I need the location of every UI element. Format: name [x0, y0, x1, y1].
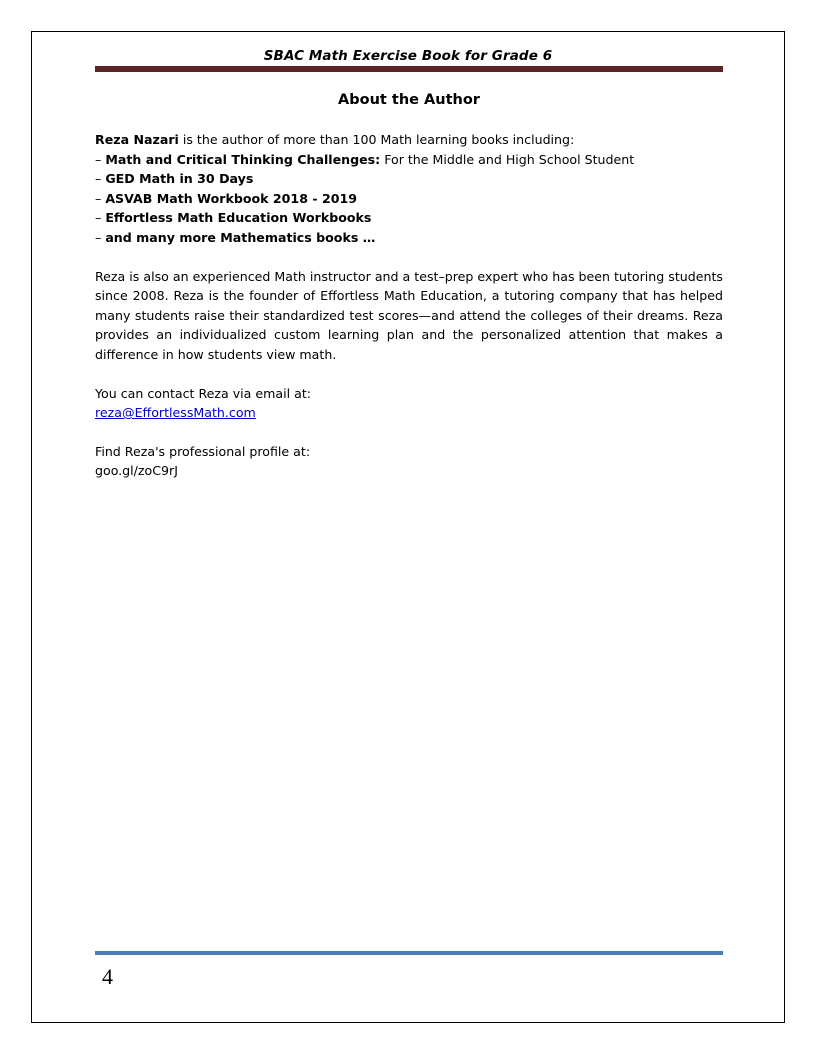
book-title: and many more Mathematics books … — [105, 229, 376, 245]
page-content — [95, 92, 723, 481]
book-list-item — [95, 189, 723, 209]
book-list-item — [95, 228, 723, 248]
footer-divider-rule — [95, 951, 723, 955]
list-dash: – — [95, 171, 106, 187]
author-intro-line — [95, 130, 723, 150]
book-subtitle: For the Middle and High School Student — [380, 151, 635, 167]
header-divider-rule — [95, 66, 723, 72]
spacer — [95, 365, 723, 384]
spacer — [95, 423, 723, 442]
book-title: GED Math in 30 Days — [105, 171, 254, 187]
list-dash: – — [95, 229, 106, 245]
contact-label: You can contact Reza via email at: — [95, 385, 312, 401]
book-title: Math and Critical Thinking Challenges: — [105, 151, 381, 167]
author-intro-rest: is the author of more than 100 Math learning books including: — [178, 132, 575, 147]
book-list-item — [95, 169, 723, 189]
book-list-item — [95, 208, 723, 228]
book-title: ASVAB Math Workbook 2018 - 2019 — [105, 190, 358, 206]
book-title: Effortless Math Education Workbooks — [105, 210, 372, 226]
running-header — [32, 32, 784, 64]
profile-label: Find Reza's professional profile at: — [95, 443, 311, 459]
running-header-title: SBAC Math Exercise Book for Grade 6 — [263, 48, 553, 64]
author-bio-paragraph: Reza is also an experienced Math instructor and a test–prep expert who has been tutoring students since 2008. Reza is the founder of Effortless Math Education, a tutoring company that has helped many students raise their standardized test scores—and attend the colleges of their dreams. Reza provides an individualized custom learning plan and the personalized attention that makes a difference in how students view math. — [95, 268, 723, 362]
page-title: About the Author — [338, 92, 480, 108]
list-dash: – — [95, 151, 106, 167]
profile-url: goo.gl/zoC9rJ — [95, 463, 178, 479]
author-name: Reza Nazari — [95, 132, 179, 147]
list-dash: – — [95, 210, 106, 226]
document-page — [31, 31, 785, 1023]
list-dash: – — [95, 190, 106, 206]
page-number: 4 — [102, 964, 113, 989]
email-link[interactable]: reza@EffortlessMath.com — [95, 405, 256, 421]
book-list-item — [95, 150, 723, 170]
spacer — [95, 248, 723, 267]
